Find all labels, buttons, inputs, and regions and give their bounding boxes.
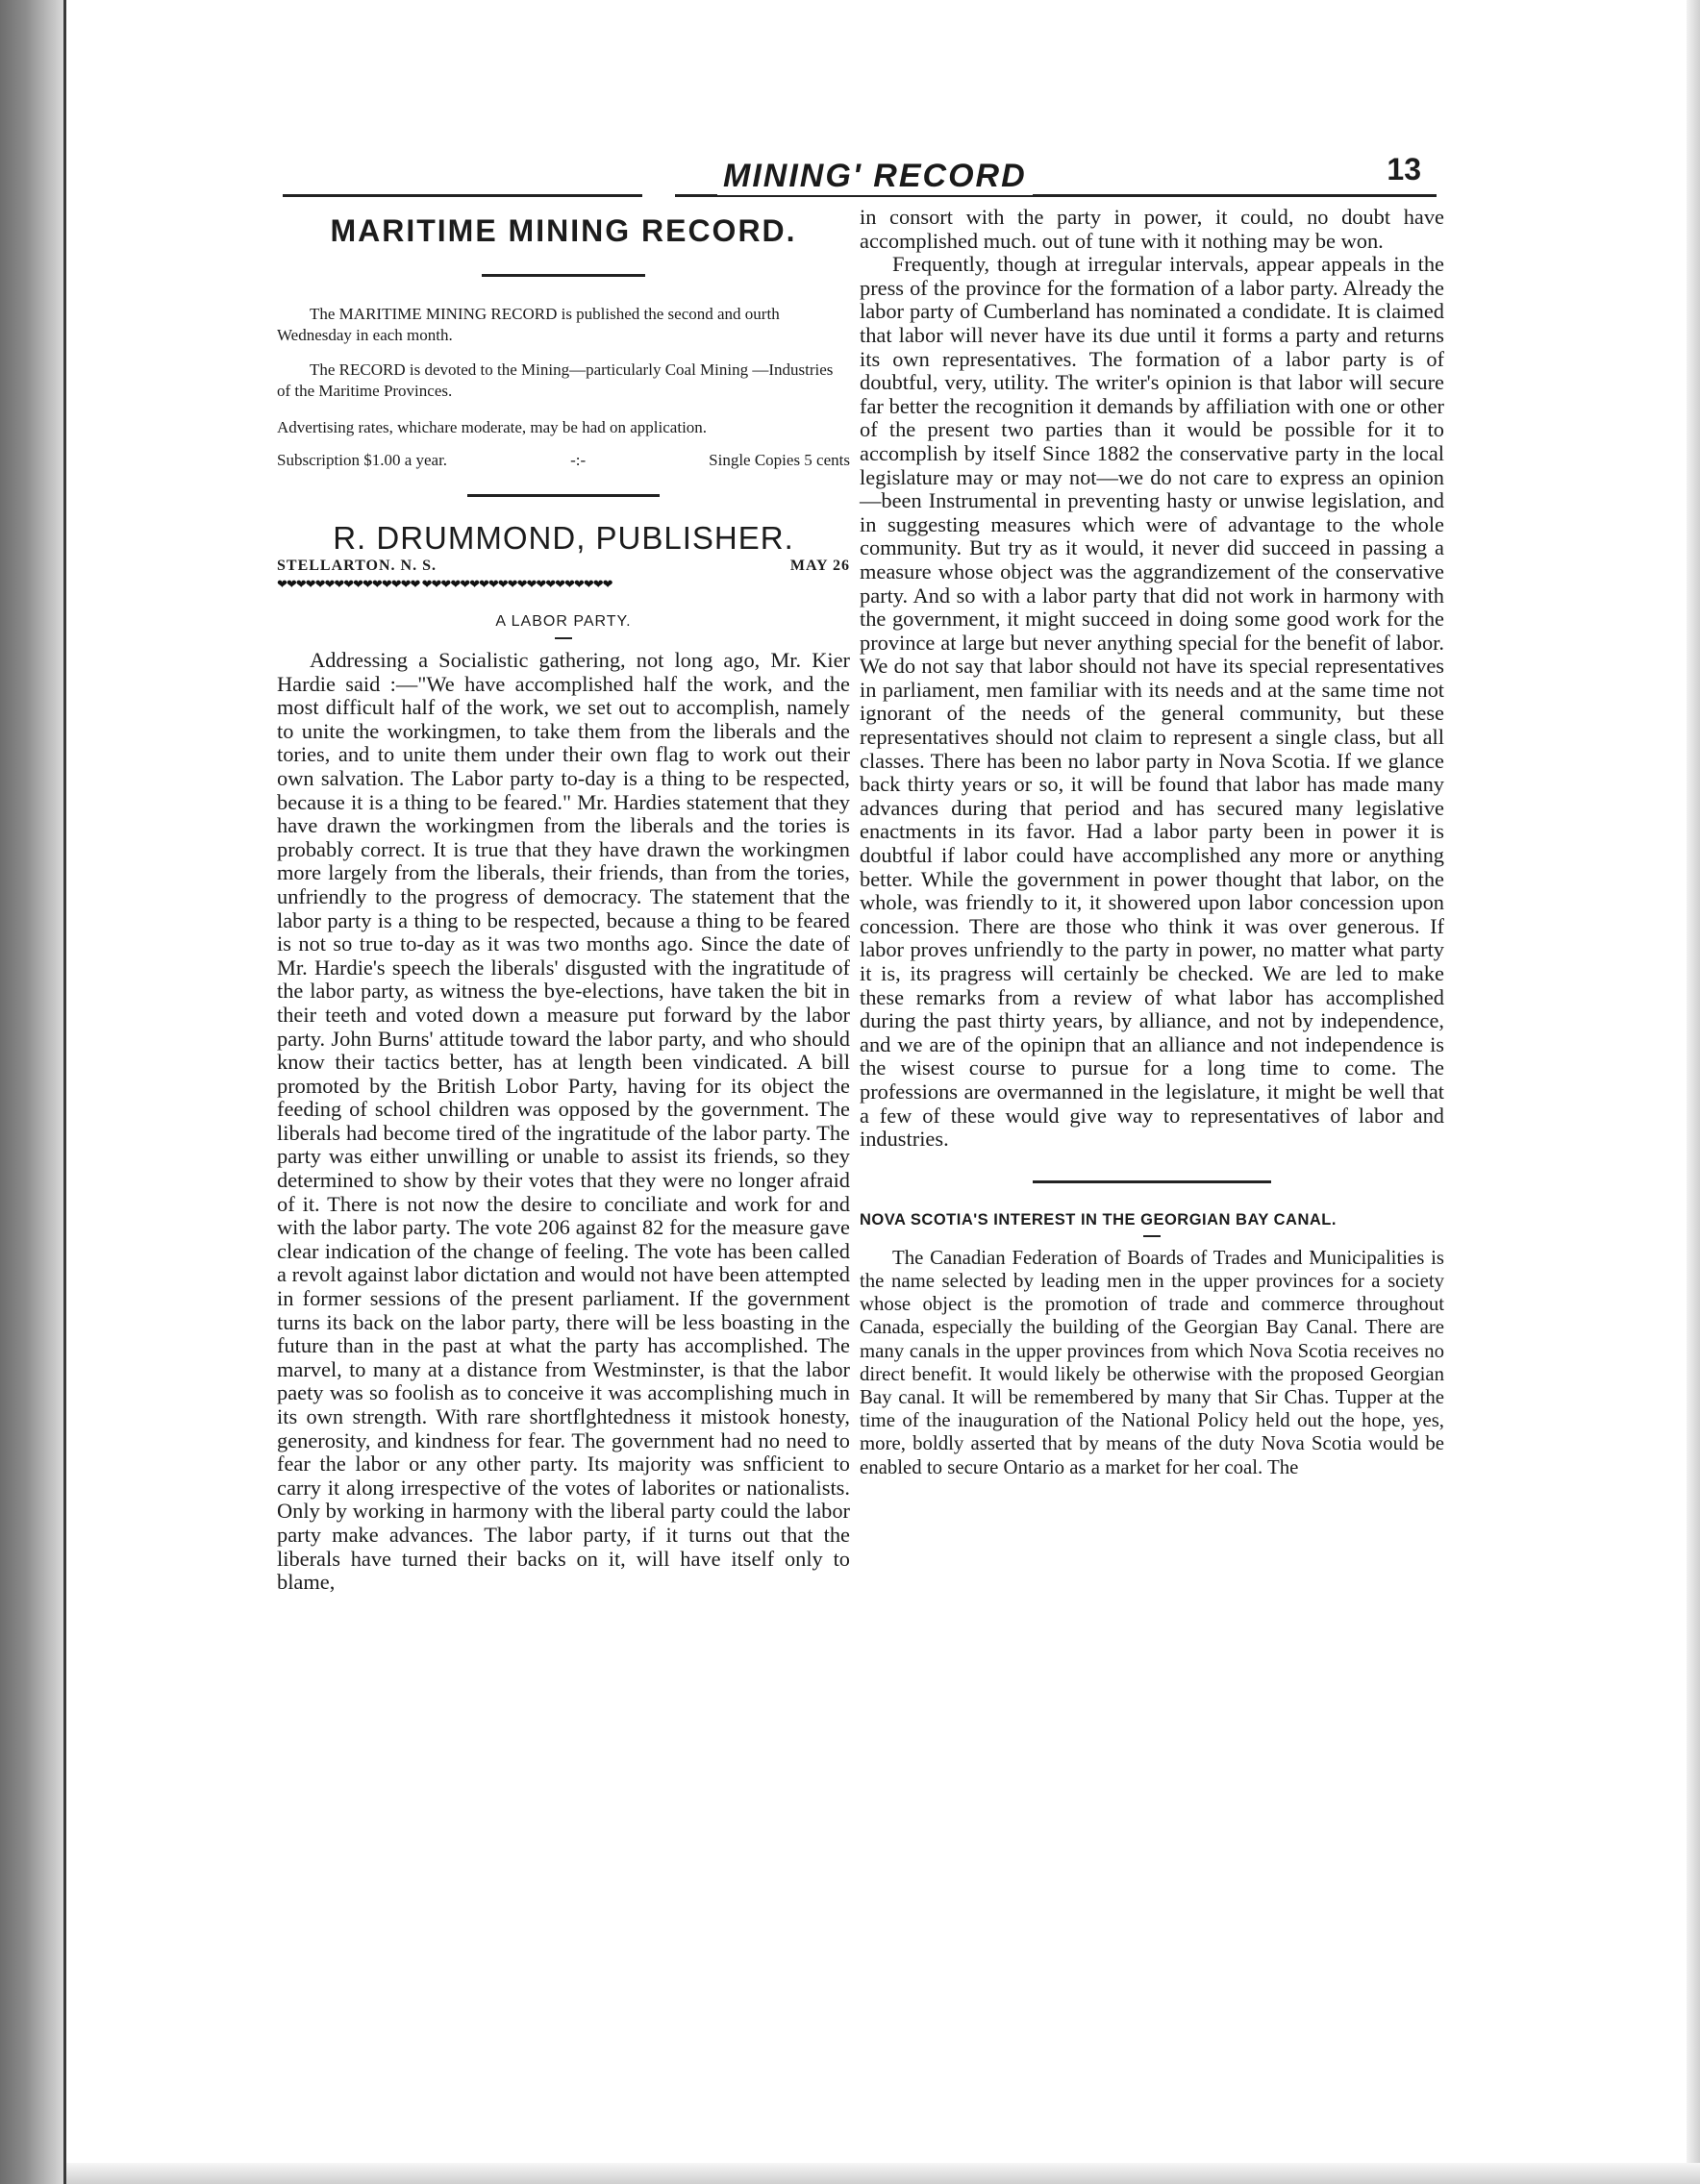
section-rule (1033, 1180, 1271, 1183)
heading-dash (1143, 1235, 1161, 1237)
running-head-rule-left (283, 194, 642, 197)
notice-publication: The MARITIME MINING RECORD is published the second and ourth Wednesday in each month. (277, 305, 780, 344)
running-head-rule-right (1187, 194, 1437, 197)
book-binding (0, 0, 63, 2184)
dateline (277, 557, 850, 576)
left-column (277, 210, 850, 1595)
heading-dash (555, 637, 572, 639)
running-head-title: MINING' RECORD (717, 158, 1033, 195)
place-of-publication: STELLARTON. N. S. (277, 558, 437, 574)
article-body-paragraph: The Canadian Federation of Boards of Trades and Municipalities is the name selected by leading men in the upper provinces for a society whose object is the promotion of trade and commerce throughout Canada, especially the building of the Georgian Bay Canal. There are many canals in the upper provinces from which Nova Scotia receives no direct benefit. It would likely be otherwise with the proposed Georgian Bay canal. It will be remembered by many that Sir Chas. Tupper at the time of the inauguration of the National Policy held out the hope, yes, more, boldly asserted that by means of the duty Nova Scotia would be enabled to secure Ontario as a market for her coal. The (860, 1246, 1444, 1478)
ornamental-border: ❤❤❤❤❤❤❤❤❤❤❤❤❤❤❤ ❤❤❤❤❤❤❤❤❤❤❤❤❤❤❤❤❤❤❤❤ (277, 578, 612, 591)
page-number: 13 (1381, 152, 1427, 187)
masthead-rule (482, 274, 645, 277)
notice-advertising: Advertising rates, whichare moderate, may be had on application. (277, 418, 708, 436)
masthead-title: MARITIME MINING RECORD. (330, 213, 797, 248)
notice-rule (467, 494, 660, 497)
right-column (860, 206, 1444, 1479)
article-heading-labor-party: A LABOR PARTY. (495, 613, 632, 630)
publisher-name: R. DRUMMOND, PUBLISHER. (333, 520, 794, 556)
article-body-continuation: in consort with the party in power, it could, no doubt have accomplished much. out of tune with it nothing may be won. (860, 205, 1444, 253)
notice-devoted: The RECORD is devoted to the Mining—particularly Coal Mining —Industries of the Maritime Provinces. (277, 360, 834, 400)
issue-date: MAY 26 (789, 558, 850, 574)
subscription-separator: -:- (570, 451, 587, 469)
binding-edge (63, 0, 66, 2184)
page-edge-right (1687, 0, 1700, 2184)
running-head (283, 152, 1437, 200)
article-body-paragraph: Addressing a Socialistic gathering, not long ago, Mr. Kier Hardie said :—"We have accomplished half the work, and the most difficult half of the work, we set out to accomplish, namely to unite the workingmen, to take them from the liberals and the tories, and to unite them under their own flag to work out their own salvation. The Labor party to-day is a thing to be respected, because it is a thing to be feared." Mr. Hardies statement that they have drawn the workingmen from the liberals and the tories is probably correct. It is true that they have drawn the workingmen more largely from the liberals, their friends, than from the tories, unfriendly to the progress of democracy. The statement that the labor party is a thing to be respected, because a thing to be feared is not so true to-day as it was two months ago. Since the date of Mr. Hardie's speech the liberals' disgusted with the ingratitude of the labor party, as witness the bye-elections, have taken the bit in their teeth and voted down a measure put forward by the labor party. John Burns' attitude toward the labor party, and who should know their tactics better, has at length been vindicated. A bill promoted by the British Lobor Party, having for its object the feeding of school children was opposed by the government. The liberals had become tired of the ingratitude of the labor party. The party was either unwilling or unable to assist its friends, so they determined to show by their votes that they were no longer afraid of it. There is not now the desire to conciliate and work for and with the labor party. The vote 206 against 82 for the measure gave clear indication of the change of feeling. The vote has been called a revolt against labor dictation and would not have been attempted in former sessions of the present parliament. If the government turns its back on the labor party, there will be less boasting in the future than in the past at what the party has accomplished. The marvel, to many at a distance from Westminster, is that the labor paety was so foolish as to conceive it was accomplishing much in its own strength. With rare shortflghtedness it mistook honesty, generosity, and kindness for fear. The government had no need to fear the labor or any other party. Its majority was snfficient to carry it along irrespective of the votes of laborites or nationalists. Only by working in harmony with the liberal party could the labor party make advances. The labor party, if it turns out that the liberals have turned their backs on it, will have itself only to blame, (277, 648, 850, 1595)
subscription-row (277, 450, 850, 471)
subscription-price: Subscription $1.00 a year. (277, 451, 448, 469)
page-edge-bottom (66, 2163, 1700, 2184)
article-heading-georgian-bay: NOVA SCOTIA'S INTEREST IN THE GEORGIAN BAY CANAL. (860, 1210, 1337, 1228)
single-copy-price: Single Copies 5 cents (709, 451, 850, 469)
article-body-paragraph: Frequently, though at irregular intervals, appear appeals in the press of the province for the formation of a labor party. Already the labor party of Cumberland has nominated a condidate. It is claimed that labor will never have its due until it forms a party and returns its own representatives. The formation of a labor party is of doubtful, very, utility. The writer's opinion is that labor will secure far better the recognition it demands by affiliation with one or other of the present two parties than it would be possible for it to accomplish by itself Since 1882 the conservative party in the local legislature may or may not—we do not care to express an opinion—been Instrumental in preventing hasty or unwise legislation, and in suggesting measures which were of advantage to the whole community. But try as it would, it never did succeed in passing a measure whose object was the aggrandizement of the conservative party. And so with a labor party that did not work in harmony with the government, it might succeed in doing some good work for the province at large but never anything special for the benefit of labor. We do not say that labor should not have its special representatives in parliament, men familiar with its needs and at the same time not ignorant of the needs of the general community, but these representatives should not claim to represent a single class, but all classes. There has been no labor party in Nova Scotia. If we glance back thirty years or so, it will be found that labor has made many advances during that period and has secured many legislative enactments in its favor. Had a labor party been in power it is doubtful if labor could have accomplished any more or anything better. While the government in power thought that labor, on the whole, was friendly to it, it showered upon labor concession upon concession. There are those who think it was over generous. If labor proves unfriendly to the party in power, no matter what party it is, its pragress will certainly be checked. We are led to make these remarks from a review of what labor has accomplished during the past thirty years, by alliance, and not by independence, and we are of the opinipn that an alliance and not independence is the wisest course to pursue for a long time to come. The professions are overmanned in the legislature, it might be well that a few of these would give way to representatives of labor and industries. (860, 252, 1444, 1152)
